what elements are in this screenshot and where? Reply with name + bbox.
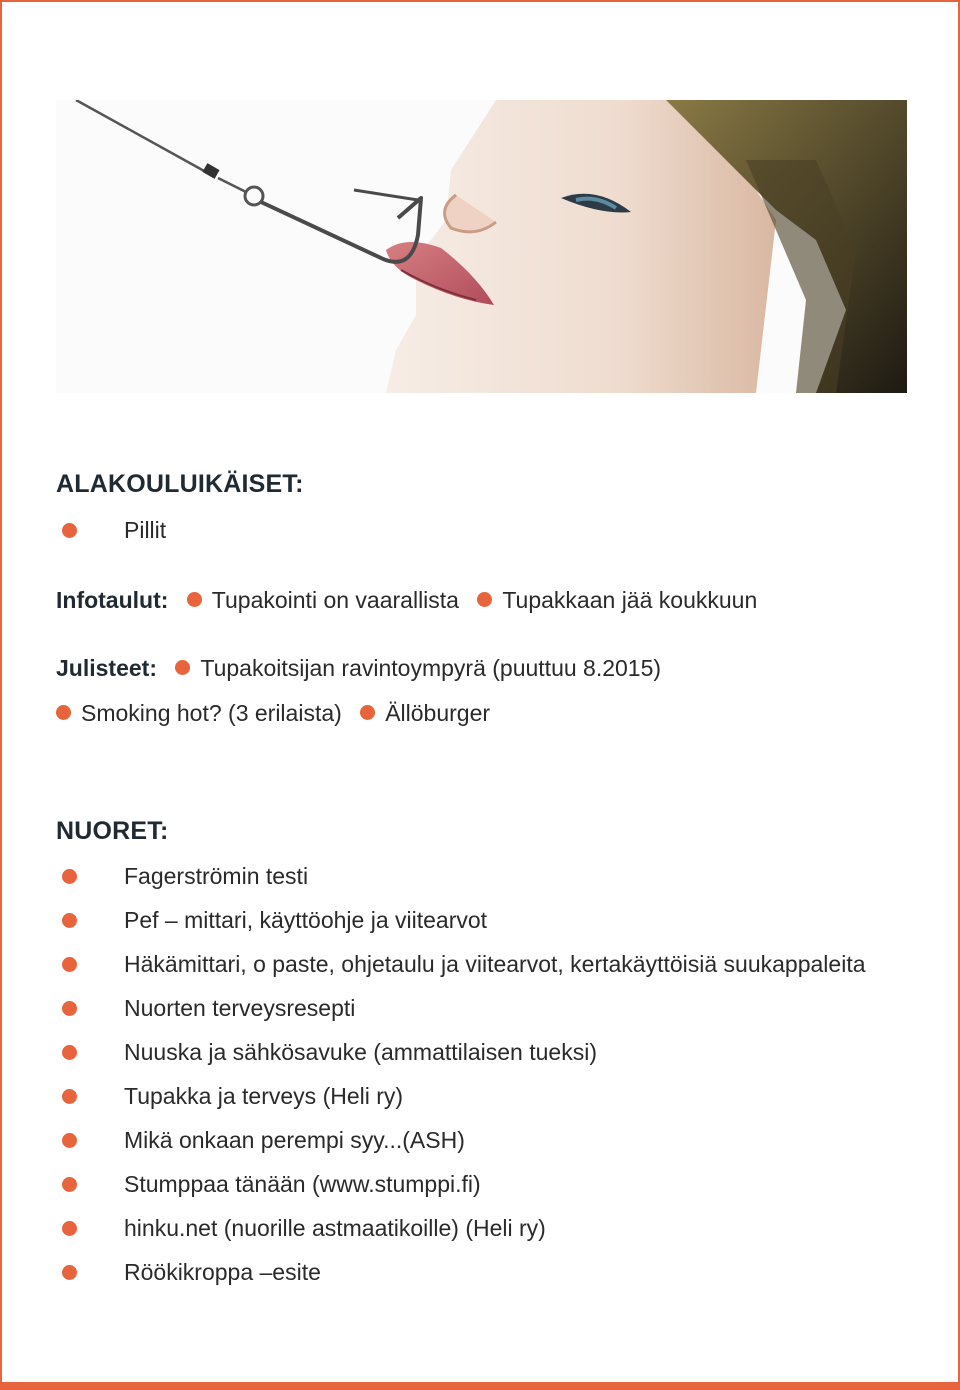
bullet-icon (62, 1045, 77, 1060)
juliste-item: Tupakoitsijan ravintoympyrä (puuttuu 8.2015) (200, 655, 662, 681)
bullet-icon (62, 523, 77, 538)
infotaulut-label: Infotaulut: (56, 587, 169, 613)
list-item (56, 1082, 896, 1111)
list-item (56, 906, 896, 935)
list-item-text: Nuorten terveysresepti (124, 995, 356, 1021)
list-item-text: Pef – mittari, käyttöohje ja viitearvot (124, 907, 488, 933)
bullet-icon (175, 660, 190, 675)
bullet-icon (62, 1001, 77, 1016)
infotaulu-item: Tupakointi on vaarallista (211, 587, 459, 613)
bullet-icon (62, 1089, 77, 1104)
alakoulu-list (56, 516, 896, 545)
juliste-item: Ällöburger (385, 700, 491, 726)
list-item-text: Stumppaa tänään (www.stumppi.fi) (124, 1171, 481, 1197)
bullet-icon (62, 957, 77, 972)
list-item-text: Nuuska ja sähkösavuke (ammattilaisen tueksi) (124, 1039, 597, 1065)
list-item (56, 1038, 896, 1067)
list-item-text: Fagerströmin testi (124, 863, 309, 889)
list-item (56, 1170, 896, 1199)
section-heading-alakoulu: ALAKOULUIKÄISET: (56, 470, 304, 498)
juliste-item: Smoking hot? (3 erilaista) (81, 700, 342, 726)
list-item (56, 862, 896, 891)
list-item-text: Röökikroppa –esite (124, 1259, 321, 1285)
julisteet-row-2 (56, 699, 490, 727)
list-item-text: hinku.net (nuorille astmaatikoille) (Heli ry) (124, 1215, 546, 1241)
list-item-text: Häkämittari, o paste, ohjetaulu ja viitearvot, kertakäyttöisiä suukappaleita (124, 951, 866, 977)
list-item (56, 994, 896, 1023)
bullet-icon (187, 592, 202, 607)
bullet-icon (62, 1221, 77, 1236)
list-item (56, 950, 896, 979)
bottom-accent-bar (2, 1382, 958, 1388)
bullet-icon (477, 592, 492, 607)
section-heading-nuoret: NUORET: (56, 817, 169, 845)
bullet-icon (360, 705, 375, 720)
hooked-lips-photo (56, 100, 907, 393)
bullet-icon (62, 913, 77, 928)
list-item-text: Tupakka ja terveys (Heli ry) (124, 1083, 404, 1109)
infotaulu-item: Tupakkaan jää koukkuun (502, 587, 758, 613)
bullet-icon (62, 869, 77, 884)
bullet-icon (62, 1265, 77, 1280)
bullet-icon (56, 705, 71, 720)
nuoret-list (56, 862, 896, 1287)
bullet-icon (62, 1133, 77, 1148)
infotaulut-row (56, 586, 757, 614)
list-item (56, 516, 896, 545)
list-item (56, 1214, 896, 1243)
list-item (56, 1126, 896, 1155)
julisteet-row (56, 654, 661, 682)
list-item-text: Pillit (124, 517, 167, 543)
julisteet-label: Julisteet: (56, 655, 157, 681)
list-item (56, 1258, 896, 1287)
list-item-text: Mikä onkaan perempi syy...(ASH) (124, 1127, 465, 1153)
bullet-icon (62, 1177, 77, 1192)
